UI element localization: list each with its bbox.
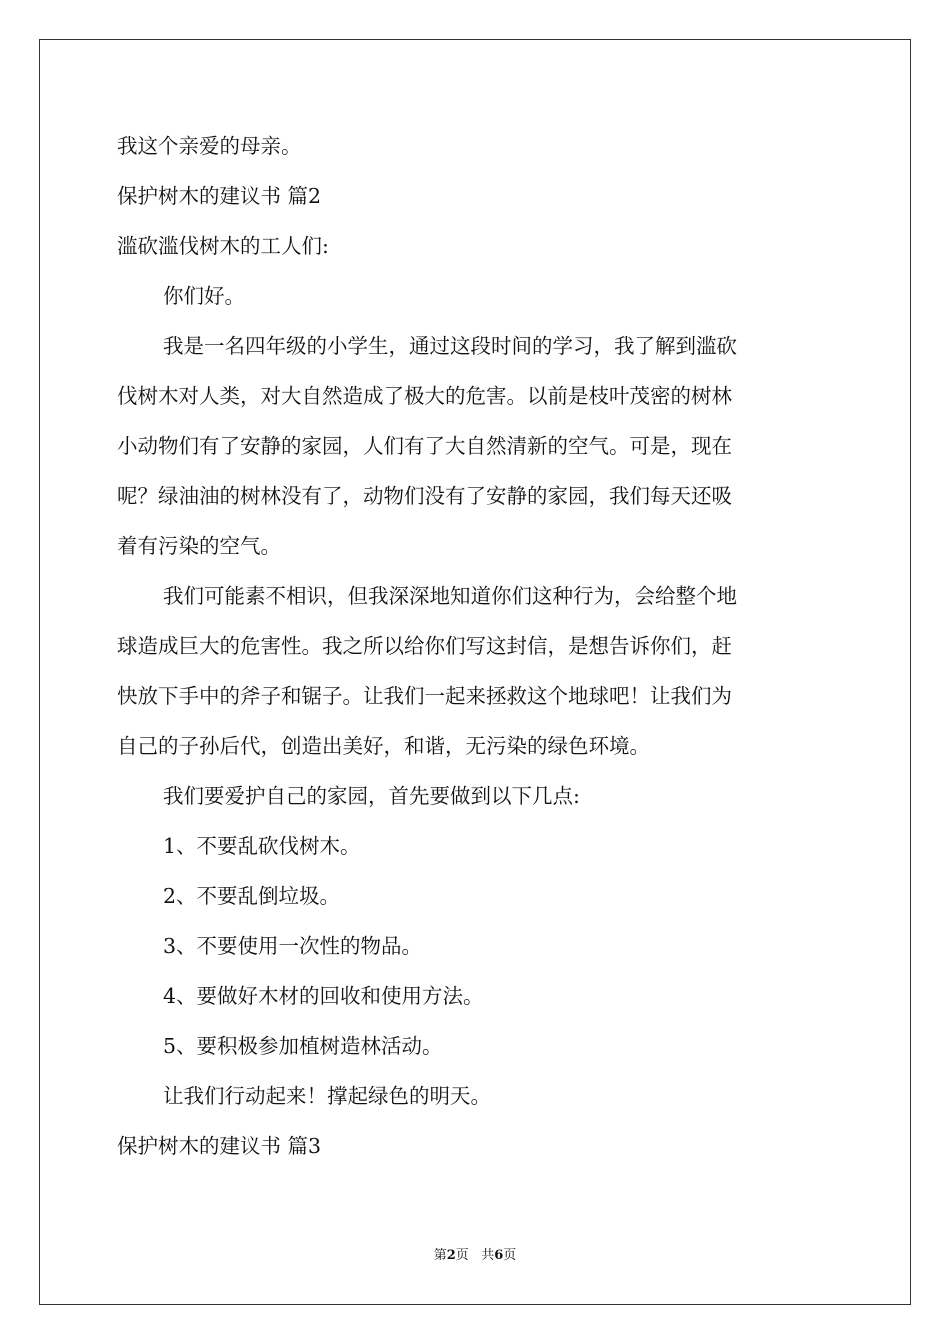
document-body <box>117 121 837 1171</box>
text-line: 伐树木对人类，对大自然造成了极大的危害。以前是枝叶茂密的树林 <box>117 384 732 408</box>
text-line: 球造成巨大的危害性。我之所以给你们写这封信，是想告诉你们，赶 <box>117 634 732 658</box>
footer-page-suffix: 页 <box>455 1248 469 1263</box>
text-line: 我是一名四年级的小学生，通过这段时间的学习，我了解到滥砍 <box>163 334 737 358</box>
text-line: 呢？绿油油的树林没有了，动物们没有了安静的家园，我们每天还吸 <box>117 484 732 508</box>
text-line: 自己的子孙后代，创造出美好，和谐，无污染的绿色环境。 <box>117 734 650 758</box>
footer-total-suffix: 页 <box>503 1248 517 1263</box>
footer-total-pages: 6 <box>494 1248 504 1263</box>
text-line: 着有污染的空气。 <box>117 534 281 558</box>
text-line: 5、要积极参加植树造林活动。 <box>163 1034 443 1058</box>
footer-page-prefix: 第 <box>433 1248 447 1263</box>
text-line: 你们好。 <box>163 284 245 308</box>
text-line: 小动物们有了安静的家园，人们有了大自然清新的空气。可是，现在 <box>117 434 732 458</box>
text-line: 让我们行动起来！撑起绿色的明天。 <box>163 1084 491 1108</box>
page-footer <box>0 1244 950 1263</box>
text-line: 我们要爱护自己的家园，首先要做到以下几点: <box>163 784 580 808</box>
footer-page-number: 2 <box>446 1248 456 1263</box>
text-line: 我们可能素不相识，但我深深地知道你们这种行为，会给整个地 <box>163 584 737 608</box>
text-line: 滥砍滥伐树木的工人们: <box>117 234 329 258</box>
text-line: 保护树木的建议书 篇2 <box>117 184 322 208</box>
text-line: 2、不要乱倒垃圾。 <box>163 884 341 908</box>
text-line: 保护树木的建议书 篇3 <box>117 1134 322 1158</box>
text-line: 快放下手中的斧子和锯子。让我们一起来拯救这个地球吧！让我们为 <box>117 684 732 708</box>
text-line: 4、要做好木材的回收和使用方法。 <box>163 984 484 1008</box>
text-line: 我这个亲爱的母亲。 <box>117 134 302 158</box>
text-line: 3、不要使用一次性的物品。 <box>163 934 423 958</box>
text-line: 1、不要乱砍伐树木。 <box>163 834 361 858</box>
footer-total-prefix: 共 <box>481 1248 495 1263</box>
